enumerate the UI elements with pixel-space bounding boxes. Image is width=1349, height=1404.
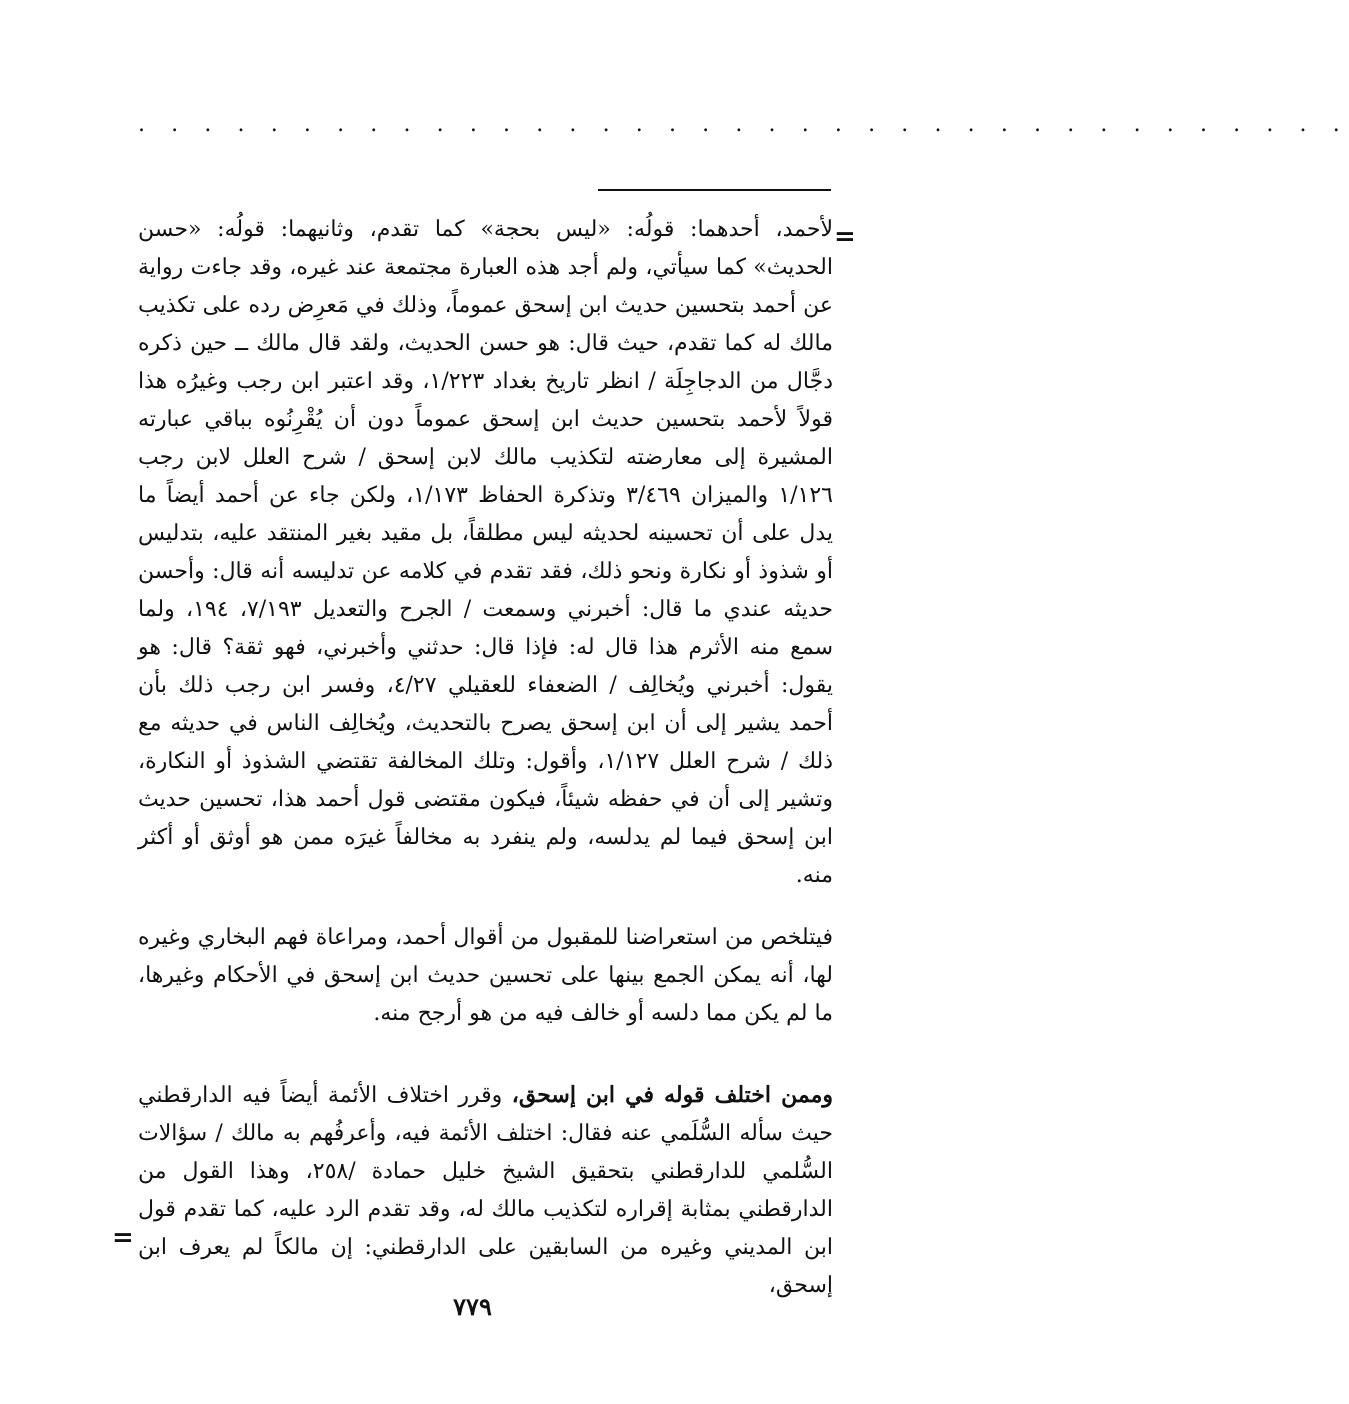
footnote-paragraph-3-lead: وممن اختلف قوله في ابن إسحق، bbox=[511, 1082, 833, 1108]
footnote-paragraph-1-text: لأحمد، أحدهما: قولُه: «ليس بحجة» كما تقدم، وثانيهما: قولُه: «حسن الحديث» كما سيأتي، ولم أجد هذه العبارة مجتمعة عند غيره، وقد جاءت رواية عن أحمد بتحسين حديث ابن إسحق عموماً، وذلك في مَعرِض رده على تكذيب مالك له كما تقدم، حيث قال: هو حسن الحديث، ولقد قال مالك ــ حين ذكره دجَّال من الدجاجِلَة / انظر تاريخ بغداد ١/٢٢٣، وقد اعتبر ابن رجب وغيرُه هذا قولاً لأحمد بتحسين حديث ابن إسحق عموماً دون أن يُقْرِنُوه بباقي عبارته المشيرة إلى معارضته لتكذيب مالك لابن إسحق / شرح العلل لابن رجب ١/١٢٦ والميزان ٣/٤٦٩ وتذكرة الحفاظ ١/١٧٣، ولكن جاء عن أحمد أيضاً ما يدل على أن تحسينه لحديثه ليس مطلقاً، بل مقيد بغير المنتقد عليه، بتدليس أو شذوذ أو نكارة ونحو ذلك، فقد تقدم في كلامه عن تدليسه أنه قال: وأحسن حديثه عندي ما قال: أخبرني وسمعت / الجرح والتعديل ٧/١٩٣، ١٩٤، ولما سمع منه الأثرم هذا قال له: فإذا قال: حدثني وأخبرني، فهو ثقة؟ قال: هو يقول: أخبرني ويُخالِف / الضعفاء للعقيلي ٤/٢٧، وفسر ابن رجب ذلك بأن أحمد يشير إلى أن ابن إسحق يصرح بالتحديث، ويُخالِف الناس في حديثه مع ذلك / شرح العلل ١/١٢٧، وأقول: وتلك المخالفة تقتضي الشذوذ أو النكارة، وتشير إلى أن في حفظه شيئاً، فيكون مقتضى قول أحمد هذا، تحسين حديث ابن إسحق فيما لم يدلسه، ولم ينفرد به مخالفاً غيرَه ممن هو أوثق أو أكثر منه. bbox=[138, 217, 833, 888]
footnote-paragraph-3-text bbox=[138, 1076, 833, 1305]
footnote-paragraph-3 bbox=[138, 1076, 833, 1305]
footnote-paragraph-1 bbox=[138, 211, 833, 895]
dotted-separator: . . . . . . . . . . . . . . . . . . . . . . . . . . . . . . . . . . . . . bbox=[138, 112, 1349, 137]
footnote-rule bbox=[598, 189, 831, 191]
footnote-paragraph-3-rest: وقرر اختلاف الأئمة أيضاً فيه الدارقطني حيث سأله السُّلَمي عنه فقال: اختلف الأئمة فيه، وأعرفُهم به مالك / سؤالات السُّلمي للدارقطني بتحقيق الشيخ خليل حمادة /٢٥٨، وهذا القول من الدارقطني بمثابة إقراره لتكذيب مالك له، وقد تقدم الرد عليه، كما تقدم قول ابن المديني وغيره من السابقين على الدارقطني: إن مالكاً لم يعرف ابن إسحق، bbox=[138, 1083, 833, 1298]
page-number: ٧٧٩ bbox=[453, 1292, 492, 1321]
footnote-paragraph-2 bbox=[138, 919, 833, 1033]
continuation-mark-top: = bbox=[834, 222, 856, 252]
continuation-mark-bottom: = bbox=[112, 1223, 134, 1253]
footnote-paragraph-2-text: فيتلخص من استعراضنا للمقبول من أقوال أحمد، ومراعاة فهم البخاري وغيره لها، أنه يمكن الجمع بينها على تحسين حديث ابن إسحق في الأحكام وغيرها، ما لم يكن مما دلسه أو خالف فيه من هو أرجح منه. bbox=[138, 925, 833, 1026]
